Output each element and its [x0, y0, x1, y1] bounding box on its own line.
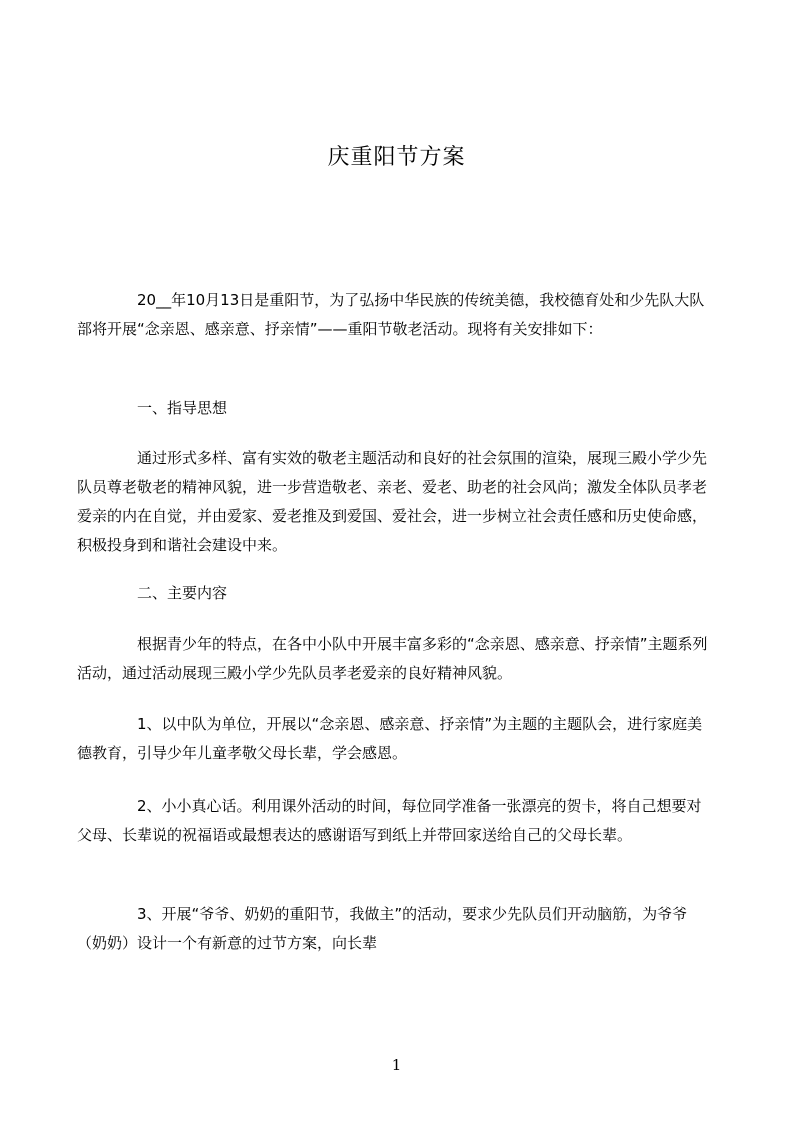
- guiding-ideology-paragraph: 通过形式多样、富有实效的敬老主题活动和良好的社会氛围的渲染，展现三殿小学少先队员尊老敬老的精神风貌，进一步营造敬老、亲老、爱老、助老的社会风尚；激发全体队员孝老爱亲的内在自觉，并由爱家、爱老推及到爱国、爱社会，进一步树立社会责任感和历史使命感，积极投身到和谐社会建设中来。: [77, 449, 708, 554]
- section-heading-main-content: 二、主要内容: [137, 584, 228, 602]
- page-number: 1: [391, 1056, 402, 1074]
- document-title: 庆重阳节方案: [327, 145, 466, 170]
- section-heading-guiding-ideology: 一、指导思想: [137, 399, 228, 417]
- main-content-paragraph: 根据青少年的特点，在各中小队中开展丰富多彩的“念亲恩、感亲意、抒亲情”主题系列活动，通过活动展现三殿小学少先队员孝老爱亲的良好精神风貌。: [77, 635, 708, 682]
- activity-item-1: 1、以中队为单位，开展以“念亲恩、感亲意、抒亲情”为主题的主题队会，进行家庭美德教育，引导少年儿童孝敬父母长辈，学会感恩。: [77, 715, 703, 762]
- activity-item-3: 3、开展“爷爷、奶奶的重阳节，我做主”的活动，要求少先队员们开动脑筋，为爷爷（奶奶）设计一个有新意的过节方案，向长辈: [77, 905, 688, 952]
- intro-paragraph: 20__年10月13日是重阳节，为了弘扬中华民族的传统美德，我校德育处和少先队大队部将开展“念亲恩、感亲意、抒亲情”——重阳节敬老活动。现将有关安排如下：: [77, 291, 705, 338]
- activity-item-2: 2、小小真心话。利用课外活动的时间，每位同学准备一张漂亮的贺卡，将自己想要对父母、长辈说的祝福语或最想表达的感谢语写到纸上并带回家送给自己的父母长辈。: [77, 797, 702, 844]
